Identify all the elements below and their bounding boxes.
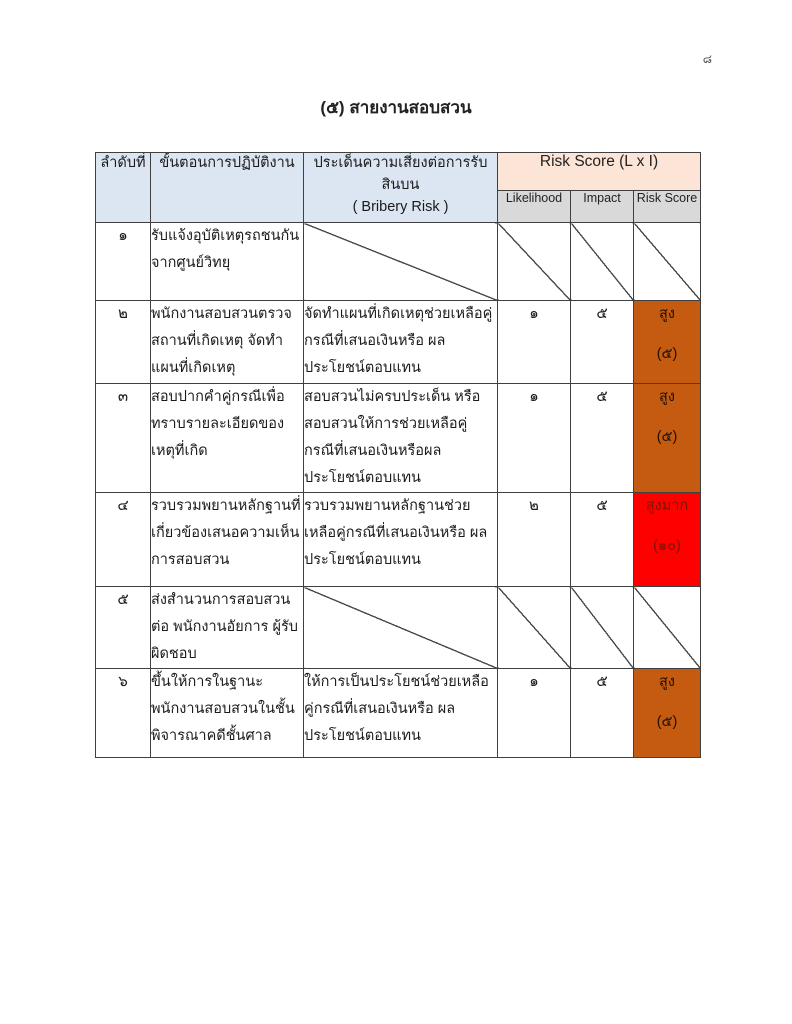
risk-score-label: สูง (659, 389, 675, 405)
cell-impact: ๕ (571, 301, 634, 384)
cell-bribery-risk-na (304, 223, 498, 301)
cell-risk-score (634, 669, 701, 758)
cell-impact: ๕ (571, 384, 634, 493)
page-number: ๘ (702, 52, 712, 66)
header-row-1 (96, 153, 701, 191)
column-header-risk-score: Risk Score (634, 191, 701, 223)
cell-likelihood: ๒ (498, 493, 571, 587)
risk-score-label: สูงมาก (645, 498, 689, 514)
cell-step: ขึ้นให้การในฐานะ พนักงานสอบสวนในชั้น พิจารณาคดีชั้นศาล (151, 669, 304, 758)
cell-likelihood: ๑ (498, 669, 571, 758)
cell-bribery-risk: จัดทำแผนที่เกิดเหตุช่วยเหลือคู่กรณีที่เสนอเงินหรือ ผลประโยชน์ตอบแทน (304, 301, 498, 384)
risk-score-value: (๕) (656, 714, 678, 730)
column-header-bribery-risk (304, 153, 498, 223)
cell-step: รับแจ้งอุบัติเหตุรถชนกัน จากศูนย์วิทยุ (151, 223, 304, 301)
bribery-risk-header-line2: ( Bribery Risk ) (352, 198, 449, 215)
cell-risk-score (634, 301, 701, 384)
column-header-impact: Impact (571, 191, 634, 223)
table-row (96, 493, 701, 587)
cell-risk-score-na (634, 223, 701, 301)
column-header-risk-score-group: Risk Score (L x I) (498, 153, 701, 191)
table-row (96, 587, 701, 669)
risk-score-label: สูง (659, 674, 675, 690)
cell-bribery-risk: ให้การเป็นประโยชน์ช่วยเหลือคู่กรณีที่เสนอเงินหรือ ผลประโยชน์ตอบแทน (304, 669, 498, 758)
column-header-likelihood: Likelihood (498, 191, 571, 223)
cell-risk-score (634, 384, 701, 493)
cell-likelihood: ๑ (498, 384, 571, 493)
cell-step: รวบรวมพยานหลักฐานที่เกี่ยวข้องเสนอความเห็น การสอบสวน (151, 493, 304, 587)
cell-likelihood-na (498, 223, 571, 301)
risk-score-value: (๕) (656, 346, 678, 362)
cell-row-number: ๒ (96, 301, 151, 384)
cell-impact-na (571, 587, 634, 669)
cell-step: สอบปากคำคู่กรณีเพื่อทราบรายละเอียดของเหตุที่เกิด (151, 384, 304, 493)
column-header-step: ขั้นตอนการปฏิบัติงาน (151, 153, 304, 223)
page-title: (๕) สายงานสอบสวน (320, 98, 472, 117)
cell-row-number: ๓ (96, 384, 151, 493)
cell-row-number: ๕ (96, 587, 151, 669)
cell-impact: ๕ (571, 493, 634, 587)
cell-bribery-risk: รวบรวมพยานหลักฐานช่วยเหลือคู่กรณีที่เสนอเงินหรือ ผลประโยชน์ตอบแทน (304, 493, 498, 587)
table-row (96, 223, 701, 301)
risk-score-label: สูง (659, 306, 675, 322)
bribery-risk-header-line1: ประเด็นความเสี่ยงต่อการรับสินบน (313, 155, 488, 193)
risk-score-value: (๑๐) (653, 538, 681, 554)
table-row (96, 301, 701, 384)
column-header-no: ลำดับที่ (96, 153, 151, 223)
cell-bribery-risk: สอบสวนไม่ครบประเด็น หรือสอบสวนให้การช่วยเหลือคู่กรณีที่เสนอเงินหรือผลประโยชน์ตอบแทน (304, 384, 498, 493)
cell-likelihood: ๑ (498, 301, 571, 384)
cell-row-number: ๔ (96, 493, 151, 587)
risk-assessment-table (95, 152, 701, 758)
cell-step: พนักงานสอบสวนตรวจสถานที่เกิดเหตุ จัดทำแผนที่เกิดเหตุ (151, 301, 304, 384)
table-row (96, 669, 701, 758)
cell-risk-score-na (634, 587, 701, 669)
cell-likelihood-na (498, 587, 571, 669)
table-row (96, 384, 701, 493)
cell-impact-na (571, 223, 634, 301)
cell-bribery-risk-na (304, 587, 498, 669)
cell-step: ส่งสำนวนการสอบสวนต่อ พนักงานอัยการ ผู้รับผิดชอบ (151, 587, 304, 669)
cell-risk-score (634, 493, 701, 587)
risk-score-value: (๕) (656, 429, 678, 445)
cell-impact: ๕ (571, 669, 634, 758)
cell-row-number: ๑ (96, 223, 151, 301)
cell-row-number: ๖ (96, 669, 151, 758)
